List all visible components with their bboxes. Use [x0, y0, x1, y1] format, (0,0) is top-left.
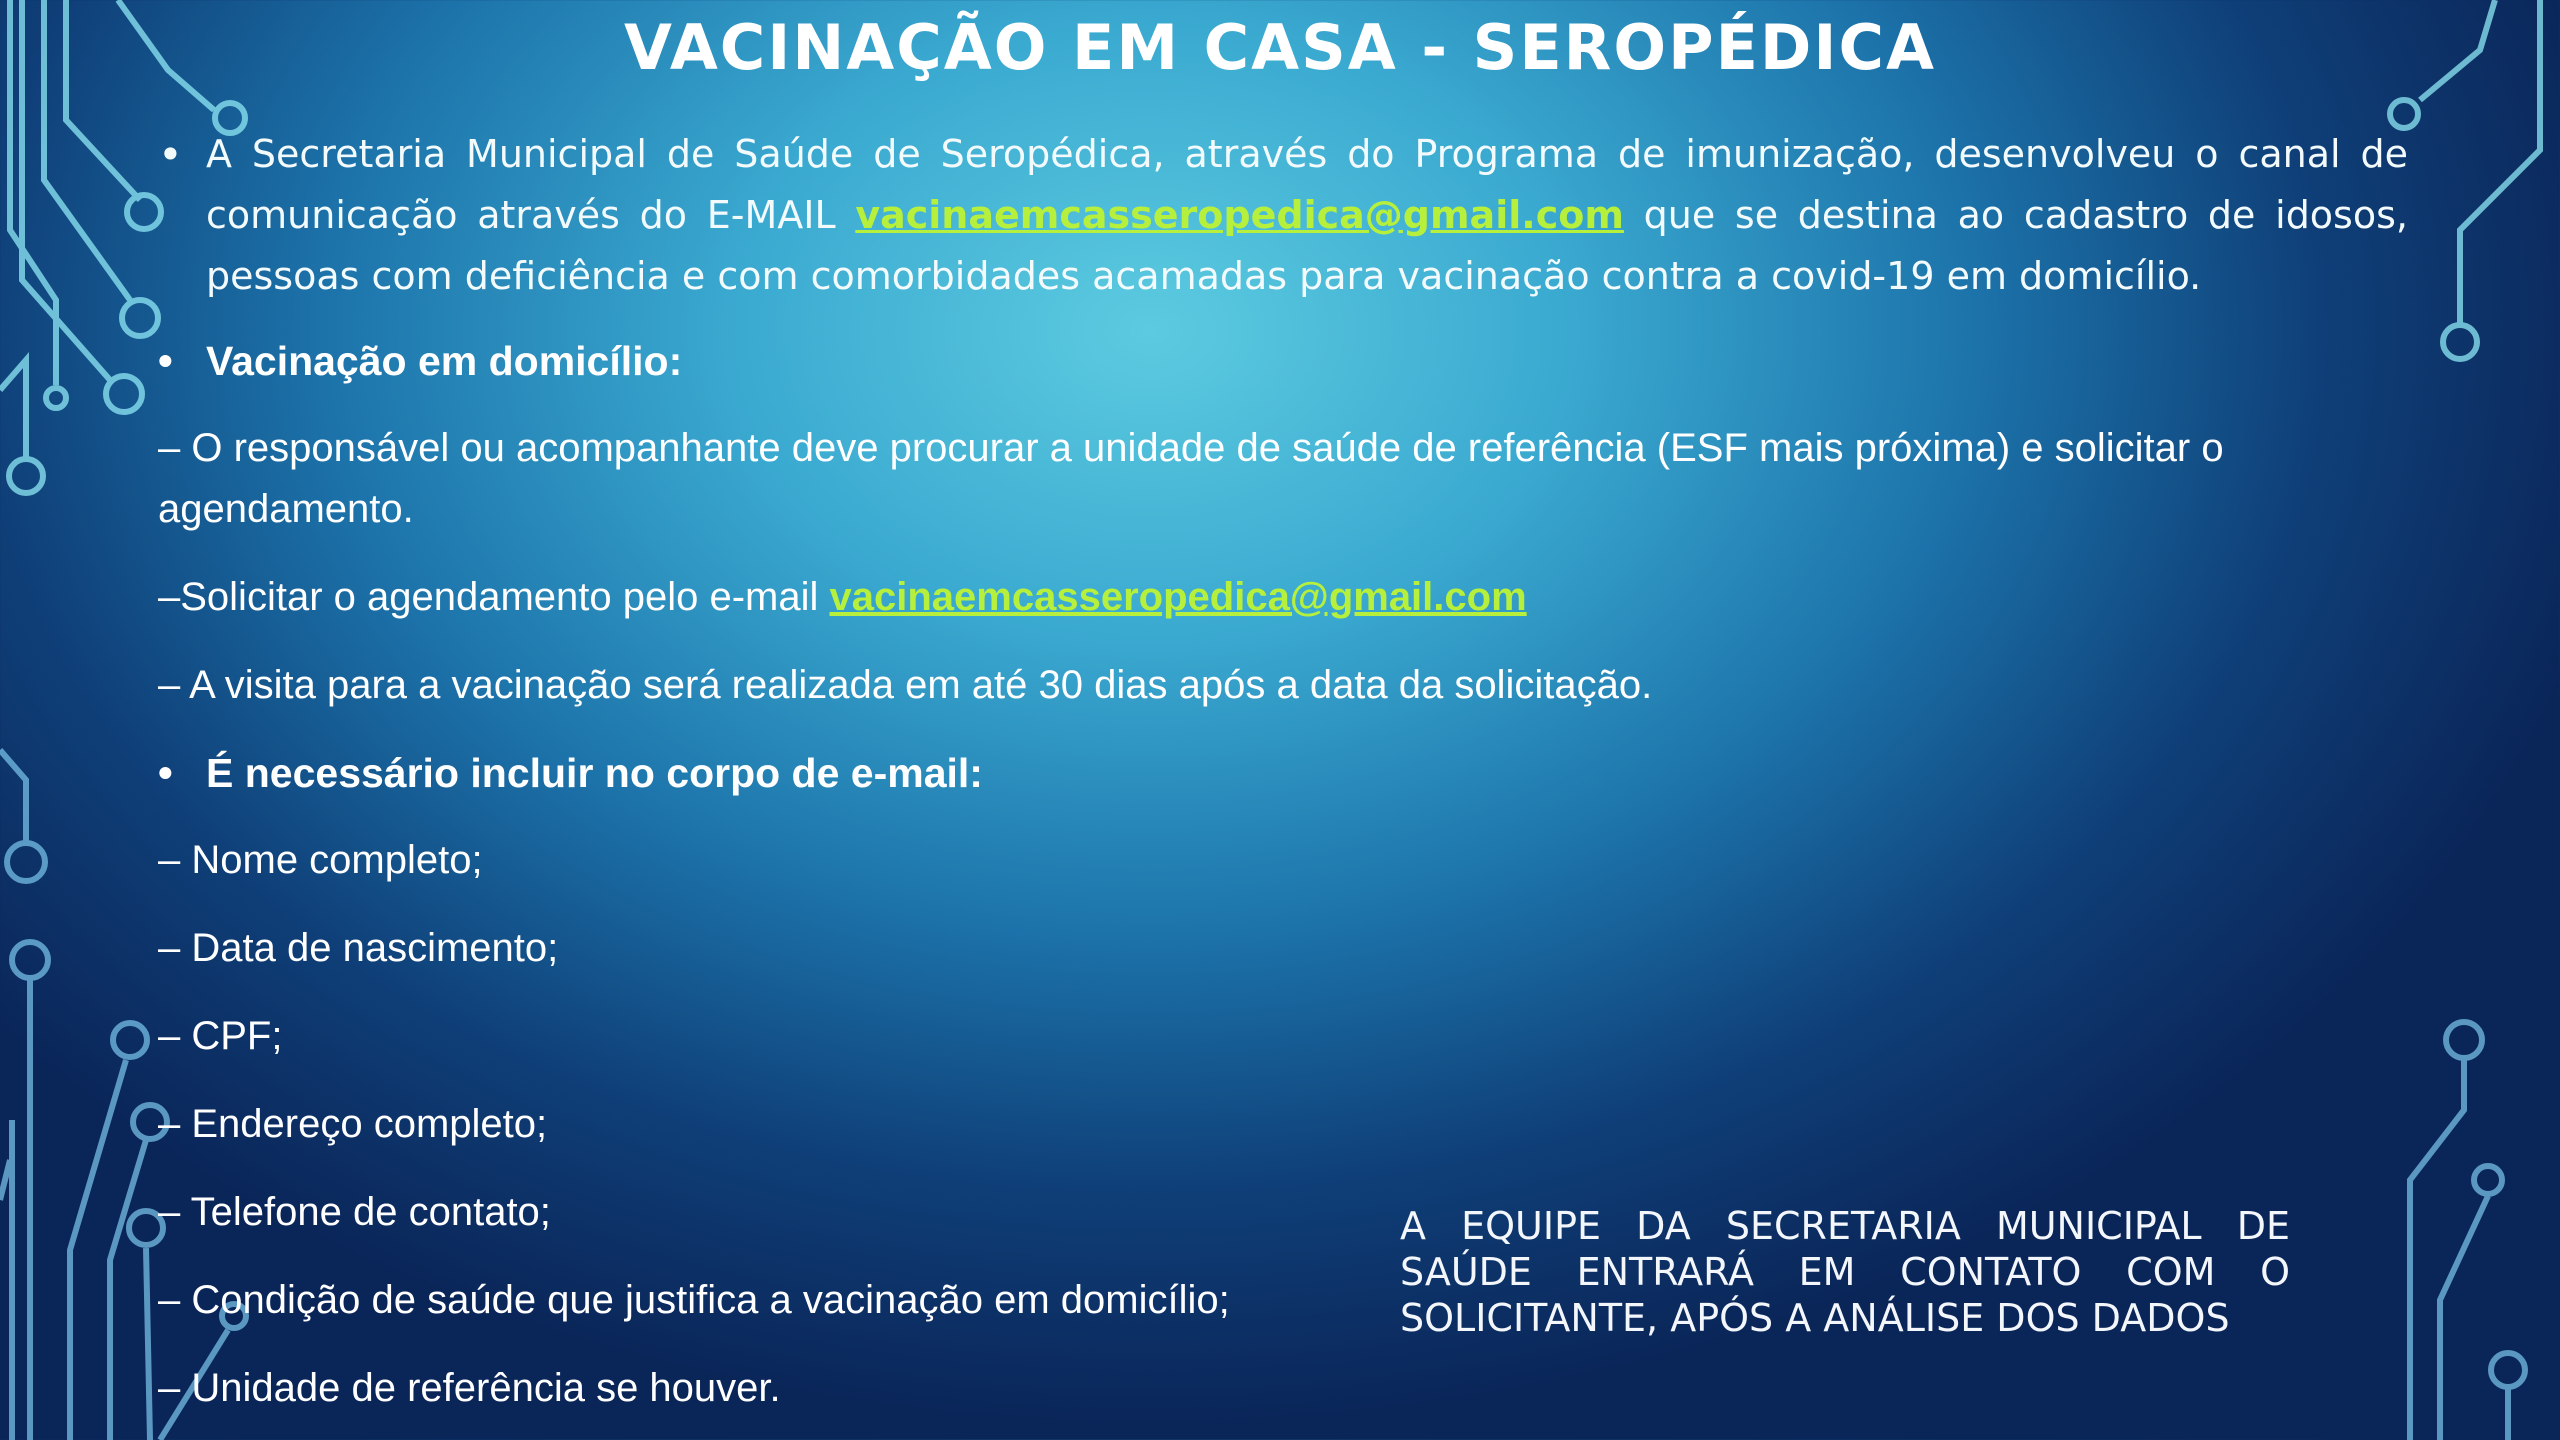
home-vaccination-heading-text: Vacinação em domicílio:: [206, 338, 683, 384]
email-requirements-heading-text: É necessário incluir no corpo de e-mail:: [206, 750, 983, 796]
slide-title: VACINAÇÃO EM CASA - SEROPÉDICA: [624, 11, 1936, 84]
intro-email-link[interactable]: vacinaemcasseropedica@gmail.com: [855, 193, 1624, 237]
bullet-icon: •: [158, 337, 173, 384]
list-item: – Nome completo;: [158, 838, 483, 882]
list-item: – Endereço completo;: [158, 1102, 548, 1146]
step-visit-timing: – A visita para a vacinação será realizada em até 30 dias após a data da solicitação.: [158, 663, 1653, 707]
list-item: – Telefone de contato;: [158, 1190, 551, 1234]
contact-note: A EQUIPE DA SECRETARIA MUNICIPAL DE SAÚDE ENTRARÁ EM CONTATO COM O SOLICITANTE, APÓS A ANÁLISE DOS DADOS: [1400, 1204, 2290, 1340]
email-requirements-heading: [158, 743, 2408, 803]
home-vaccination-heading: [158, 331, 2408, 391]
bullet-icon: •: [158, 749, 173, 796]
list-item: – Data de nascimento;: [158, 926, 559, 970]
step-email-link[interactable]: vacinaemcasseropedica@gmail.com: [829, 575, 1527, 619]
intro-paragraph: [158, 124, 2408, 307]
bullet-icon: •: [158, 130, 183, 179]
list-item: – Unidade de referência se houver.: [158, 1366, 781, 1410]
list-item: – CPF;: [158, 1014, 283, 1058]
list-item: – Condição de saúde que justifica a vacinação em domicílio;: [158, 1278, 1230, 1322]
step-email-request-text: –Solicitar o agendamento pelo e-mail: [158, 575, 830, 619]
intro-text-before: A Secretaria Municipal de Saúde de Seropédica, através do Programa de imunização, desenvolveu o canal de comunicação através do E-MAIL: [206, 132, 2408, 237]
intro-text-after: que se destina ao cadastro de idosos, pessoas com deficiência e com comorbidades acamadas para vacinação contra a covid-19 em domicílio.: [206, 193, 2408, 298]
step-contact-health-unit: – O responsável ou acompanhante deve procurar a unidade de saúde de referência (ESF mais próxima) e solicitar o agendamento.: [158, 426, 2224, 531]
step-email-request: [158, 567, 2408, 628]
